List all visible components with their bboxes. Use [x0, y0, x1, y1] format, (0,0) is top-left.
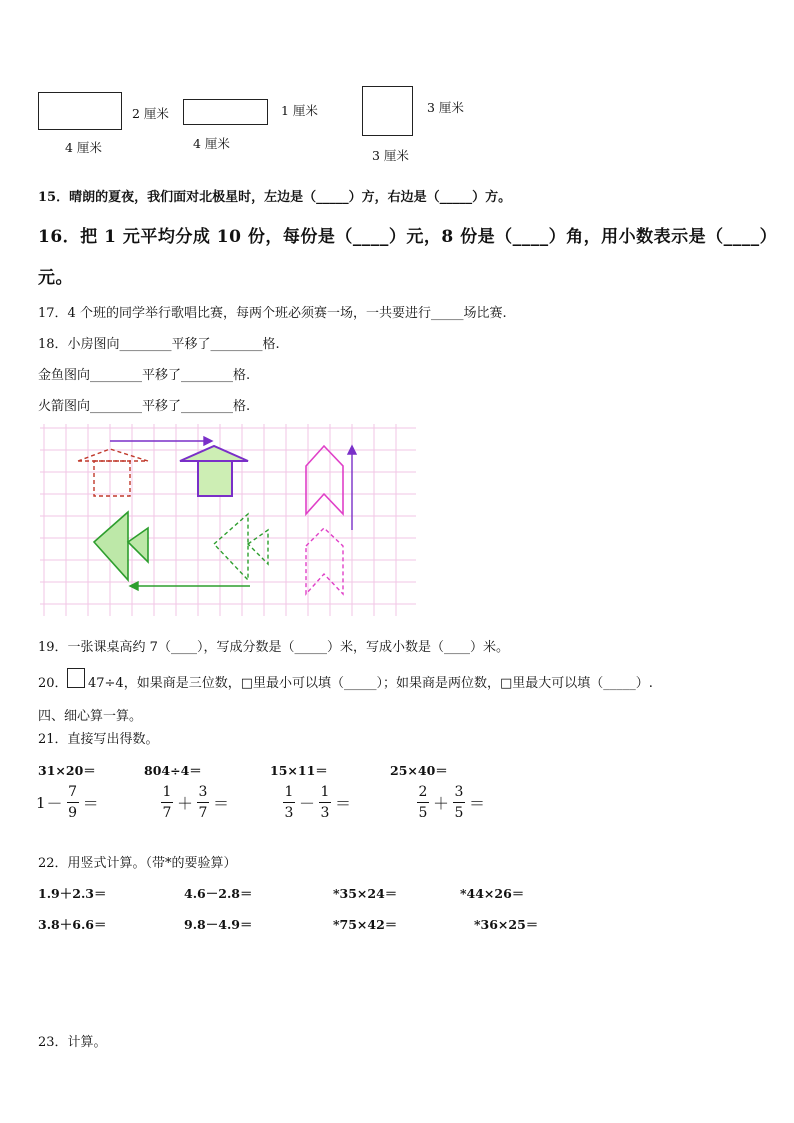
rectangle-4x1 — [183, 99, 268, 125]
calc-22-8: *36×25＝ — [474, 917, 539, 932]
square-bottom-label: 3 厘米 — [372, 148, 409, 163]
house-translated — [180, 446, 248, 496]
question-20-prefix: 20． — [38, 676, 68, 691]
calc-21-4: 25×40＝ — [390, 763, 448, 778]
question-16-line2: 元。 — [38, 268, 73, 288]
rect2-side-label: 1 厘米 — [281, 103, 318, 118]
rectangle-4x2 — [38, 92, 122, 130]
question-17: 17．4 个班的同学举行歌唱比赛，每两个班必须赛一场，一共要进行_____场比赛. — [38, 306, 507, 321]
rect1-bottom-label: 4 厘米 — [65, 140, 102, 155]
blank-box[interactable] — [67, 668, 85, 688]
question-22-title: 22．用竖式计算。（带*的要验算） — [38, 856, 237, 871]
calc-22-2: 4.6－2.8＝ — [184, 886, 253, 901]
house-translation-arrow — [110, 437, 212, 445]
rect2-bottom-label: 4 厘米 — [193, 136, 230, 151]
translation-grid-figure — [40, 424, 416, 616]
section-4-title: 四、细心算一算。 — [38, 709, 143, 724]
square-side-label: 3 厘米 — [427, 100, 464, 115]
fraction-expr-1: 1 － 7 9 ＝ — [36, 784, 99, 821]
fraction-expr-4: 2 5 ＋ 3 5 ＝ — [418, 784, 486, 821]
question-18-line3: 火箭图向________平移了________格. — [38, 399, 251, 414]
question-18-line2: 金鱼图向________平移了________格. — [38, 368, 251, 383]
fraction-expr-2: 1 7 ＋ 3 7 ＝ — [162, 784, 230, 821]
calc-21-3: 15×11＝ — [270, 763, 328, 778]
question-15: 15．晴朗的夏夜，我们面对北极星时，左边是（_____）方，右边是（_____）方。 — [38, 190, 512, 205]
calc-22-1: 1.9＋2.3＝ — [38, 886, 107, 901]
calc-22-7: *75×42＝ — [333, 917, 398, 932]
fish-translation-arrow — [130, 582, 250, 590]
calc-22-4: *44×26＝ — [460, 886, 525, 901]
rocket-translated — [306, 446, 343, 514]
calc-22-6: 9.8－4.9＝ — [184, 917, 253, 932]
question-19: 19．一张课桌高约 7（____），写成分数是（_____）米，写成小数是（____）米。 — [38, 640, 509, 655]
question-20: 47÷4，如果商是三位数，□里最小可以填（_____）；如果商是两位数，□里最大可以填（_____）. — [88, 676, 653, 691]
question-23-title: 23．计算。 — [38, 1035, 107, 1050]
question-16-line1: 16．把 1 元平均分成 10 份，每份是（____）元，8 份是（____）角，用小数表示是（____） — [38, 227, 778, 247]
fish-original-dashed — [214, 514, 268, 580]
question-18-line1: 18．小房图向________平移了________格. — [38, 337, 280, 352]
fraction-expr-3: 1 3 － 1 3 ＝ — [284, 784, 352, 821]
rect1-side-label: 2 厘米 — [132, 106, 169, 121]
rocket-translation-arrow — [348, 446, 356, 530]
fish-translated — [94, 512, 148, 580]
calc-22-3: *35×24＝ — [333, 886, 398, 901]
calc-21-1: 31×20＝ — [38, 763, 96, 778]
square-3x3 — [362, 86, 413, 136]
question-21-title: 21．直接写出得数。 — [38, 732, 159, 747]
calc-21-2: 804÷4＝ — [144, 763, 202, 778]
calc-22-5: 3.8＋6.6＝ — [38, 917, 107, 932]
